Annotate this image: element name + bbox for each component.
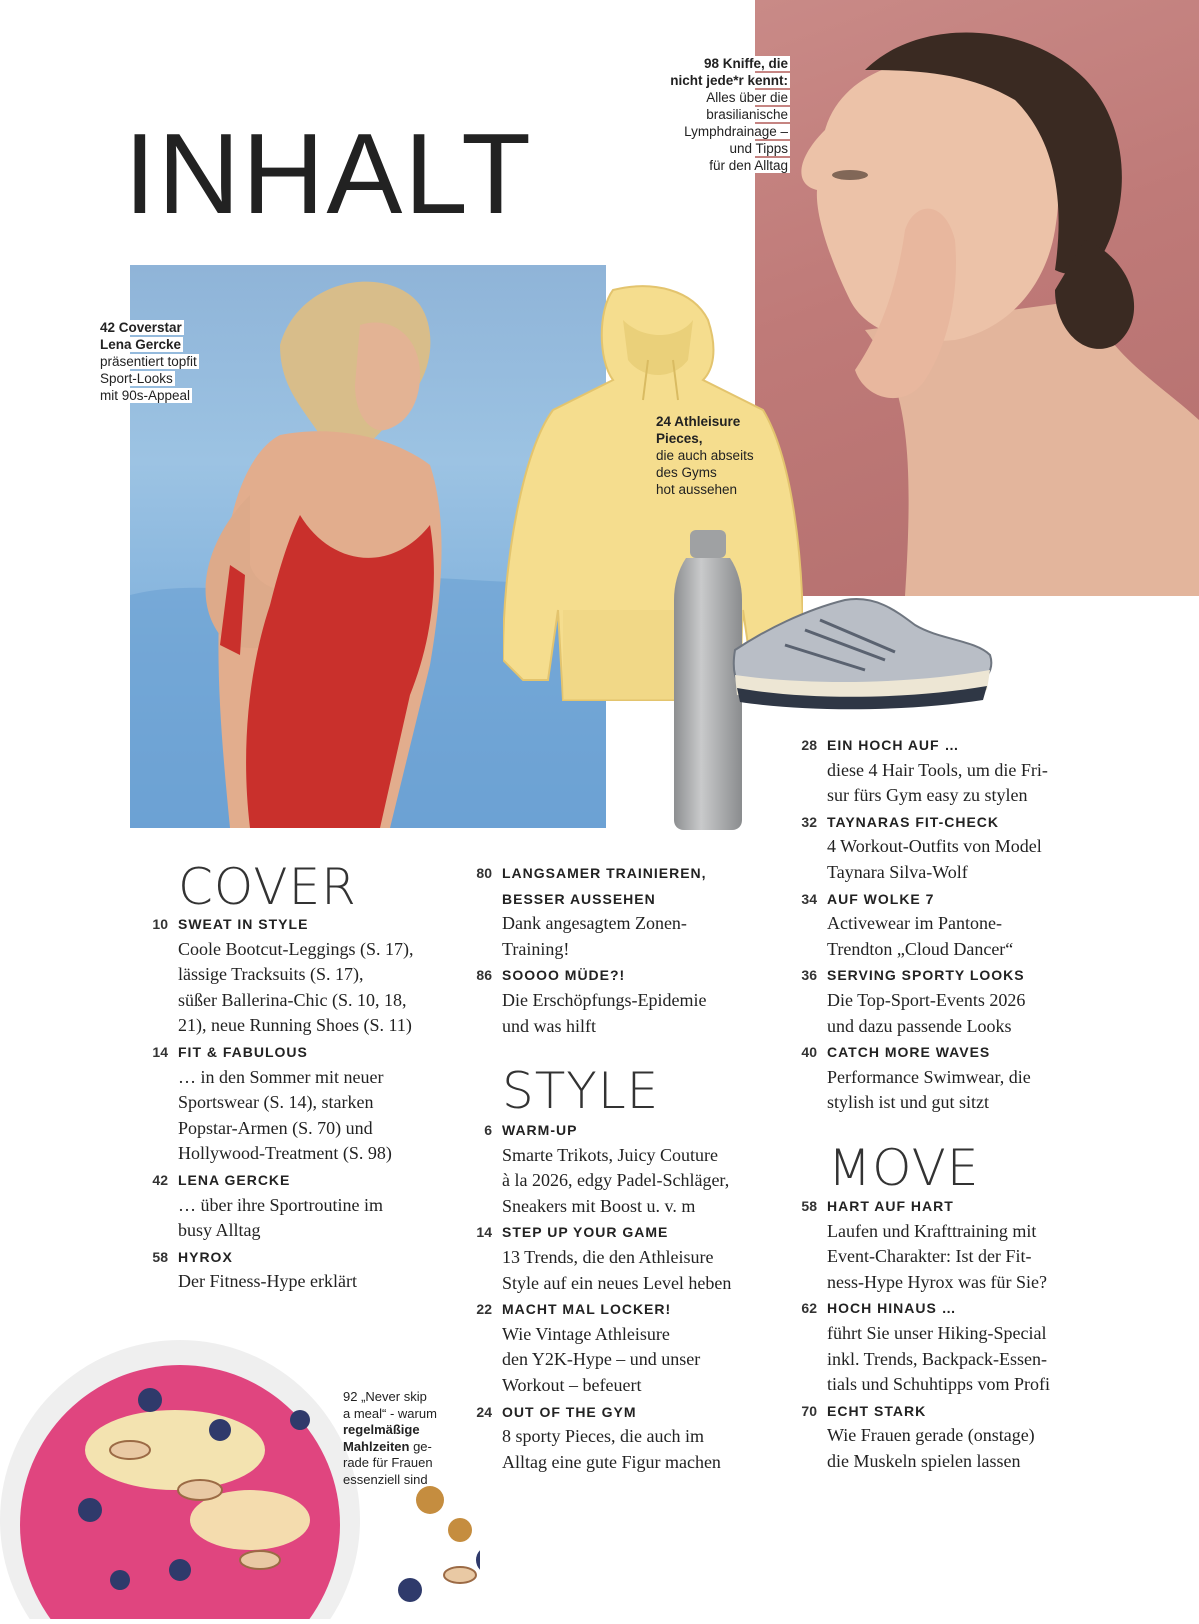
caption-line: brasilianische — [706, 107, 788, 122]
toc-page-number: 58 — [801, 1198, 817, 1214]
toc-entry-text: stylish ist und gut sitzt — [827, 1092, 990, 1113]
toc-page-number: 14 — [476, 1224, 492, 1241]
caption-title: 24 Athleisure — [656, 414, 741, 429]
toc-entry-text: Popstar-Armen (S. 70) und — [178, 1117, 373, 1138]
caption-line: die auch abseits — [656, 448, 754, 463]
toc-page-number: 40 — [801, 1044, 817, 1061]
woman-face-photo — [755, 0, 1199, 596]
toc-entry-text: süßer Ballerina-Chic (S. 10, 18, — [178, 989, 407, 1010]
toc-entry-text: Taynara Silva-Wolf — [827, 861, 968, 882]
toc-page-number: 28 — [801, 737, 817, 753]
caption-athleisure — [656, 413, 754, 498]
toc-entry-text: Activewear im Pantone- — [827, 913, 1002, 934]
caption-line: und Tipps — [729, 141, 788, 156]
toc-entry-text: Alltag eine gute Figur machen — [502, 1451, 721, 1472]
toc-entry-title: SERVING SPORTY LOOKS — [827, 967, 1025, 984]
toc-entry-text: Trendton „Cloud Dancer“ — [827, 938, 1014, 959]
toc-entry-text: Coole Bootcut-Leggings (S. 17), — [178, 938, 414, 959]
toc-entry-text: Sneakers mit Boost u. v. m — [502, 1195, 696, 1216]
toc-entry-title: TAYNARAS FIT-CHECK — [827, 813, 1000, 830]
toc-entry-text: sur fürs Gym easy zu stylen — [827, 785, 1028, 806]
caption-coverstar — [98, 319, 199, 404]
toc-page-number: 86 — [476, 967, 492, 984]
toc-entry-text: Performance Swimwear, die — [827, 1066, 1031, 1087]
caption-line: rade für Frauen — [343, 1455, 433, 1470]
caption-line: Lymphdrainage – — [684, 124, 788, 139]
toc-entry-title: LANGSAMER TRAINIEREN, — [502, 865, 707, 881]
toc-page-number: 22 — [476, 1301, 492, 1318]
toc-page-number: 14 — [152, 1044, 168, 1060]
section-heading-style: STYLE — [502, 1062, 660, 1120]
toc-entry-text: Die Top-Sport-Events 2026 — [827, 989, 1026, 1010]
caption-lymphdrainage — [620, 55, 790, 174]
sneaker-icon — [725, 590, 995, 710]
toc-entry-title: WARM-UP — [502, 1122, 578, 1138]
caption-title: 98 Kniffe, die — [703, 56, 788, 71]
toc-entry-text: Training! — [502, 938, 570, 959]
toc-entry-text: ness-Hype Hyrox was für Sie? — [827, 1271, 1047, 1292]
toc-entry-text: busy Alltag — [178, 1220, 261, 1241]
toc-entry-text: 21), neue Running Shoes (S. 11) — [178, 1015, 412, 1036]
toc-entry-title: SWEAT IN STYLE — [178, 916, 309, 932]
toc-entry-text: 13 Trends, die den Athleisure — [502, 1246, 714, 1267]
toc-entry-title: SOOOO MÜDE?! — [502, 967, 626, 984]
toc-entry-text: 8 sporty Pieces, die auch im — [502, 1426, 704, 1447]
caption-title: nicht jede*r kennt: — [670, 73, 788, 88]
toc-entry-text: Event-Charakter: Ist der Fit- — [827, 1246, 1032, 1267]
sneaker — [725, 590, 995, 710]
toc-page-number: 34 — [801, 890, 817, 907]
caption-line: Alles über die — [706, 90, 788, 105]
caption-line: Sport-Looks — [100, 371, 173, 386]
toc-page-number: 6 — [484, 1122, 492, 1138]
caption-line: a meal“ - warum — [343, 1405, 437, 1421]
toc-entry-text: und was hilft — [502, 1015, 596, 1036]
toc-entry-text: inkl. Trends, Backpack-Essen- — [827, 1348, 1047, 1369]
toc-entry-text: 4 Workout-Outfits von Model — [827, 836, 1042, 857]
page-title: INHALT — [124, 111, 533, 238]
caption-meal — [343, 1389, 437, 1488]
toc-entry-text: diese 4 Hair Tools, um die Fri- — [827, 759, 1048, 780]
toc-entry-title: STEP UP YOUR GAME — [502, 1224, 669, 1241]
caption-line: essenziell sind — [343, 1471, 428, 1487]
section-heading-cover: COVER — [178, 858, 357, 916]
toc-entry-title: BESSER AUSSEHEN — [502, 890, 656, 907]
toc-entry-title: MACHT MAL LOCKER! — [502, 1301, 672, 1318]
section-heading-move: MOVE — [828, 1139, 980, 1197]
caption-line: 92 „Never skip — [343, 1389, 427, 1404]
caption-line: hot aussehen — [656, 482, 738, 497]
toc-page-number: 24 — [476, 1403, 492, 1420]
toc-page-number: 36 — [801, 967, 817, 984]
toc-entry-text: Der Fitness-Hype erklärt — [178, 1271, 357, 1292]
toc-entry-text: und dazu passende Looks — [827, 1015, 1012, 1036]
caption-title: 42 Coverstar — [100, 320, 182, 335]
caption-line: des Gyms — [656, 465, 717, 480]
caption-title: Lena Gercke — [100, 337, 182, 352]
toc-page-number: 32 — [801, 813, 817, 830]
caption-line: für den Alltag — [709, 158, 788, 173]
woman-portrait-icon — [755, 0, 1199, 596]
toc-entry-text: … in den Sommer mit neuer — [178, 1066, 384, 1087]
toc-entry-text: lässige Tracksuits (S. 17), — [178, 964, 364, 985]
toc-entry-text: Hollywood-Treatment (S. 98) — [178, 1143, 392, 1164]
toc-entry-title: HYROX — [178, 1248, 233, 1265]
toc-entry-text: … über ihre Sportroutine im — [178, 1194, 383, 1215]
toc-entry-text: Style auf ein neues Level heben — [502, 1272, 732, 1293]
toc-page-number: 10 — [152, 916, 168, 932]
toc-entry-text: Smarte Trikots, Juicy Couture — [502, 1144, 719, 1165]
toc-entry-text: die Muskeln spielen lassen — [827, 1450, 1021, 1471]
toc-entry-text: den Y2K-Hype – und unser — [502, 1349, 701, 1370]
toc-page-number: 80 — [476, 865, 492, 881]
caption-bold: Mahlzeiten — [343, 1438, 410, 1454]
caption-title: Pieces, — [656, 431, 703, 446]
caption-line: mit 90s-Appeal — [100, 388, 191, 403]
toc-entry-title: LENA GERCKE — [178, 1172, 291, 1188]
toc-entry-title: AUF WOLKE 7 — [827, 890, 935, 907]
toc-page-number: 58 — [152, 1248, 168, 1265]
toc-entry-text: Wie Vintage Athleisure — [502, 1323, 670, 1344]
toc-entry-title: ECHT STARK — [827, 1402, 927, 1419]
caption-line: ge- — [409, 1438, 432, 1454]
toc-page-number: 42 — [152, 1172, 168, 1188]
toc-page-number: 70 — [801, 1402, 817, 1419]
toc-page-number: 62 — [801, 1300, 817, 1317]
caption-bold: regelmäßige — [343, 1422, 420, 1437]
toc-entry-title: EIN HOCH AUF … — [827, 737, 960, 753]
toc-entry-text: à la 2026, edgy Padel-Schläger, — [502, 1170, 730, 1191]
toc-entry-text: führt Sie unser Hiking-Special — [827, 1322, 1047, 1343]
toc-entry-text: Laufen und Krafttraining mit — [827, 1220, 1037, 1241]
toc-entry-title: HART AUF HART — [827, 1198, 954, 1214]
toc-entry-text: tials und Schuhtipps vom Profi — [827, 1374, 1051, 1395]
toc-entry-title: CATCH MORE WAVES — [827, 1044, 991, 1061]
toc-entry-title: FIT & FABULOUS — [178, 1044, 308, 1060]
toc-entry-text: Sportswear (S. 14), starken — [178, 1092, 374, 1113]
toc-entry-text: Dank angesagtem Zonen- — [502, 913, 687, 934]
toc-entry-text: Die Erschöpfungs-Epidemie — [502, 989, 707, 1010]
toc-entry-title: HOCH HINAUS … — [827, 1300, 957, 1317]
caption-line: präsentiert topfit — [100, 354, 197, 369]
toc-entry-text: Wie Frauen gerade (onstage) — [827, 1425, 1035, 1446]
toc-entry-title: OUT OF THE GYM — [502, 1403, 637, 1420]
toc-entry-text: Workout – befeuert — [502, 1374, 642, 1395]
